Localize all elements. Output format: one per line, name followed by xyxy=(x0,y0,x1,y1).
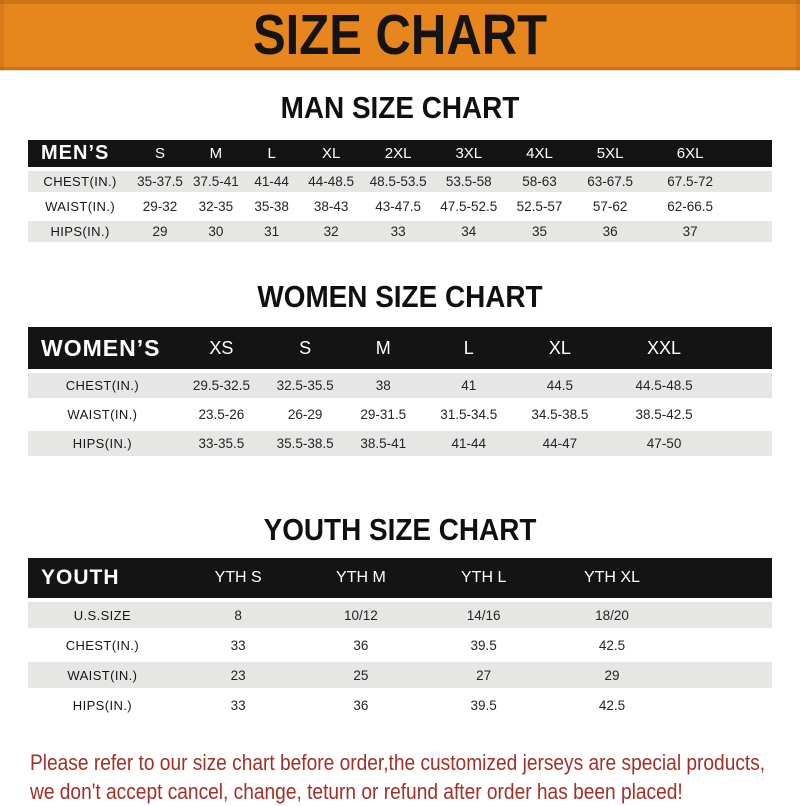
size-value-cell: 57-62 xyxy=(575,196,646,217)
spacer-cell xyxy=(679,558,772,598)
row-label: WAIST(IN.) xyxy=(28,662,177,688)
size-value-cell: 39.5 xyxy=(422,692,545,718)
size-value-cell: 38.5-41 xyxy=(344,431,422,456)
mens-col-xl: XL xyxy=(300,140,363,167)
women-section-heading: WOMEN SIZE CHART xyxy=(257,279,543,314)
youth-header-row xyxy=(28,558,772,598)
size-value-cell: 41 xyxy=(422,373,515,398)
size-value-cell: 36 xyxy=(300,692,423,718)
size-value-cell: 62-66.5 xyxy=(645,196,734,217)
size-value-cell: 32 xyxy=(300,221,363,242)
size-value-cell: 43-47.5 xyxy=(363,196,434,217)
spacer-cell xyxy=(679,632,772,658)
youth-size-table xyxy=(28,554,772,722)
youth-hips-row xyxy=(28,692,772,718)
mens-waist-row xyxy=(28,196,772,217)
mens-header-row xyxy=(28,140,772,167)
youth-ussize-row xyxy=(28,602,772,628)
youth-col-xl: YTH XL xyxy=(545,558,679,598)
size-value-cell: 33 xyxy=(363,221,434,242)
mens-col-2xl: 2XL xyxy=(363,140,434,167)
size-value-cell: 41-44 xyxy=(244,171,300,192)
mens-col-6xl: 6XL xyxy=(645,140,734,167)
size-value-cell: 37 xyxy=(645,221,734,242)
size-value-cell: 42.5 xyxy=(545,632,679,658)
spacer-cell xyxy=(724,402,772,427)
disclaimer-line-1: Please refer to our size chart before order,the customized jerseys are special products, xyxy=(30,750,766,775)
womens-chest-row xyxy=(28,373,772,398)
row-label: HIPS(IN.) xyxy=(28,431,177,456)
youth-waist-row xyxy=(28,662,772,688)
size-value-cell: 29-31.5 xyxy=(344,402,422,427)
size-value-cell: 33 xyxy=(177,632,300,658)
size-value-cell: 35-38 xyxy=(244,196,300,217)
size-value-cell: 29.5-32.5 xyxy=(177,373,266,398)
size-value-cell: 23 xyxy=(177,662,300,688)
womens-col-xl: XL xyxy=(515,327,604,369)
spacer-cell xyxy=(679,602,772,628)
spacer-cell xyxy=(679,692,772,718)
row-label: CHEST(IN.) xyxy=(28,171,132,192)
size-value-cell: 58-63 xyxy=(504,171,575,192)
spacer-cell xyxy=(735,171,772,192)
row-label: HIPS(IN.) xyxy=(28,692,177,718)
spacer-cell xyxy=(735,196,772,217)
size-value-cell: 33-35.5 xyxy=(177,431,266,456)
size-value-cell: 27 xyxy=(422,662,545,688)
row-label: CHEST(IN.) xyxy=(28,632,177,658)
youth-section-heading: YOUTH SIZE CHART xyxy=(263,512,537,547)
womens-col-xxl: XXL xyxy=(605,327,724,369)
size-value-cell: 8 xyxy=(177,602,300,628)
size-value-cell: 30 xyxy=(188,221,244,242)
size-value-cell: 67.5-72 xyxy=(645,171,734,192)
size-value-cell: 23.5-26 xyxy=(177,402,266,427)
womens-col-xs: XS xyxy=(177,327,266,369)
size-value-cell: 36 xyxy=(575,221,646,242)
mens-col-3xl: 3XL xyxy=(433,140,504,167)
size-value-cell: 38-43 xyxy=(300,196,363,217)
size-value-cell: 29 xyxy=(132,221,188,242)
size-value-cell: 31.5-34.5 xyxy=(422,402,515,427)
disclaimer-note xyxy=(30,748,766,806)
size-value-cell: 52.5-57 xyxy=(504,196,575,217)
size-value-cell: 29 xyxy=(545,662,679,688)
spacer-cell xyxy=(735,221,772,242)
row-label: HIPS(IN.) xyxy=(28,221,132,242)
size-value-cell: 36 xyxy=(300,632,423,658)
size-value-cell: 53.5-58 xyxy=(433,171,504,192)
youth-col-s: YTH S xyxy=(177,558,300,598)
womens-hips-row xyxy=(28,431,772,456)
size-value-cell: 34 xyxy=(433,221,504,242)
youth-chest-row xyxy=(28,632,772,658)
womens-col-m: M xyxy=(344,327,422,369)
banner-title: SIZE CHART xyxy=(252,2,548,67)
row-label: U.S.SIZE xyxy=(28,602,177,628)
mens-size-table xyxy=(28,136,772,246)
size-value-cell: 25 xyxy=(300,662,423,688)
disclaimer-line-2: we don't accept cancel, change, teturn or refund after order has been placed! xyxy=(30,779,683,804)
row-label: WAIST(IN.) xyxy=(28,402,177,427)
size-value-cell: 44.5-48.5 xyxy=(605,373,724,398)
row-label: CHEST(IN.) xyxy=(28,373,177,398)
size-value-cell: 48.5-53.5 xyxy=(363,171,434,192)
size-value-cell: 34.5-38.5 xyxy=(515,402,604,427)
womens-col-s: S xyxy=(266,327,344,369)
size-value-cell: 35 xyxy=(504,221,575,242)
size-value-cell: 63-67.5 xyxy=(575,171,646,192)
mens-col-s: S xyxy=(132,140,188,167)
mens-chest-row xyxy=(28,171,772,192)
spacer-cell xyxy=(735,140,772,167)
man-section-heading: MAN SIZE CHART xyxy=(280,90,520,125)
size-value-cell: 47.5-52.5 xyxy=(433,196,504,217)
size-value-cell: 44-48.5 xyxy=(300,171,363,192)
size-value-cell: 31 xyxy=(244,221,300,242)
size-value-cell: 35.5-38.5 xyxy=(266,431,344,456)
size-chart-banner xyxy=(0,0,800,71)
size-value-cell: 26-29 xyxy=(266,402,344,427)
size-value-cell: 39.5 xyxy=(422,632,545,658)
youth-col-m: YTH M xyxy=(300,558,423,598)
spacer-cell xyxy=(724,431,772,456)
womens-header-row xyxy=(28,327,772,369)
womens-header-label: WOMEN’S xyxy=(28,327,177,369)
size-value-cell: 10/12 xyxy=(300,602,423,628)
womens-size-table xyxy=(28,323,772,460)
size-value-cell: 18/20 xyxy=(545,602,679,628)
mens-col-4xl: 4XL xyxy=(504,140,575,167)
mens-col-m: M xyxy=(188,140,244,167)
size-value-cell: 32.5-35.5 xyxy=(266,373,344,398)
spacer-cell xyxy=(724,373,772,398)
size-value-cell: 41-44 xyxy=(422,431,515,456)
size-value-cell: 47-50 xyxy=(605,431,724,456)
size-value-cell: 32-35 xyxy=(188,196,244,217)
size-value-cell: 38 xyxy=(344,373,422,398)
size-value-cell: 42.5 xyxy=(545,692,679,718)
size-value-cell: 29-32 xyxy=(132,196,188,217)
youth-col-l: YTH L xyxy=(422,558,545,598)
spacer-cell xyxy=(724,327,772,369)
mens-col-l: L xyxy=(244,140,300,167)
size-value-cell: 37.5-41 xyxy=(188,171,244,192)
womens-waist-row xyxy=(28,402,772,427)
row-label: WAIST(IN.) xyxy=(28,196,132,217)
size-value-cell: 35-37.5 xyxy=(132,171,188,192)
size-value-cell: 44.5 xyxy=(515,373,604,398)
mens-header-label: MEN’S xyxy=(28,140,132,167)
size-value-cell: 14/16 xyxy=(422,602,545,628)
size-value-cell: 33 xyxy=(177,692,300,718)
size-value-cell: 38.5-42.5 xyxy=(605,402,724,427)
womens-col-l: L xyxy=(422,327,515,369)
youth-header-label: YOUTH xyxy=(28,558,177,598)
size-value-cell: 44-47 xyxy=(515,431,604,456)
spacer-cell xyxy=(679,662,772,688)
mens-hips-row xyxy=(28,221,772,242)
mens-col-5xl: 5XL xyxy=(575,140,646,167)
